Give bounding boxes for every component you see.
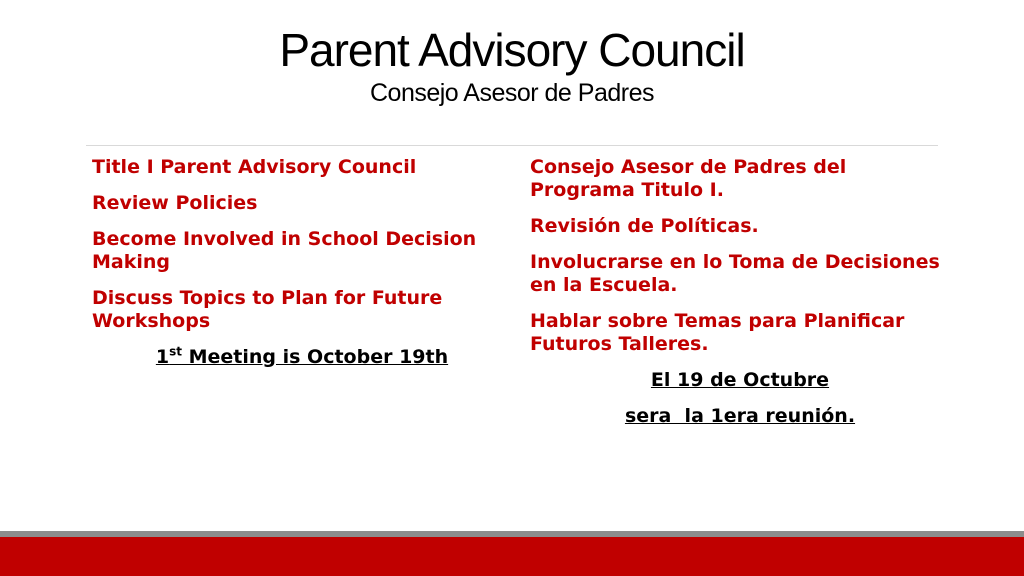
english-item-title-i: Title I Parent Advisory Council — [92, 156, 417, 178]
english-column — [92, 156, 512, 382]
meeting-ordinal-suffix: st — [169, 344, 182, 359]
spanish-meeting-text: sera la 1era reunión. — [624, 405, 856, 427]
footer-red-bar — [0, 537, 1024, 576]
english-item-discuss-topics: Discuss Topics to Plan for Future Workshops — [92, 287, 443, 332]
spanish-item-consejo: Consejo Asesor de Padres del Programa Titulo I. — [530, 156, 847, 201]
english-meeting-date — [92, 346, 512, 369]
english-item-become-involved: Become Involved in School Decision Making — [92, 228, 477, 273]
spanish-column — [530, 156, 950, 441]
slide-title: Parent Advisory Council — [279, 24, 745, 76]
spanish-meeting-date: El 19 de Octubre — [650, 369, 830, 391]
slide-subtitle: Consejo Asesor de Padres — [369, 79, 654, 107]
meeting-text: Meeting is October 19th — [181, 346, 449, 368]
meeting-number: 1 — [155, 346, 170, 368]
spanish-item-involucrarse: Involucrarse en lo Toma de Decisiones en la Escuela. — [530, 251, 940, 296]
english-item-review-policies: Review Policies — [92, 192, 258, 214]
spanish-item-revision: Revisión de Políticas. — [530, 215, 759, 237]
spanish-item-hablar: Hablar sobre Temas para Planificar Futuros Talleres. — [530, 310, 905, 355]
title-divider — [86, 145, 938, 146]
title-block — [0, 24, 1024, 108]
